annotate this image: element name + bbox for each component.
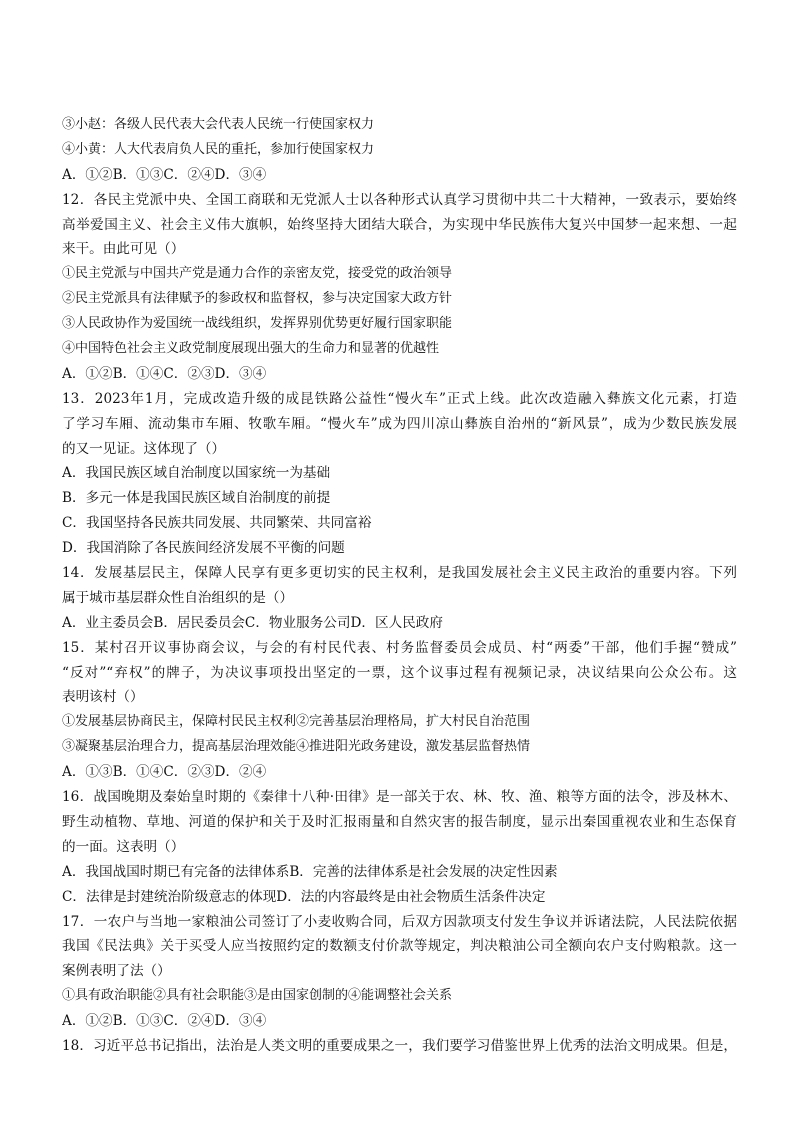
question-text-line: 13．2023年1月，完成改造升级的成昆铁路公益性“慢火车”正式上线。此次改造融入彝族文化元素，打造 — [62, 390, 737, 407]
question-text-line: “反对”“弃权”的牌子，为决议事项投出坚定的一票，这个议事过程有视频记录，决议结果向公众公布。这 — [62, 664, 737, 681]
question-text-line: 野生动植物、草地、河道的保护和关于及时汇报雨量和自然灾害的报告制度，显示出秦国重视农业和生态保育 — [62, 813, 737, 830]
answer-options-line: A．业主委员会B．居民委员会C．物业服务公司D．区人民政府 — [62, 614, 443, 631]
question-text-line: 的又一见证。这体现了（） — [62, 440, 226, 457]
answer-options-line: A．我国民族区域自治制度以国家统一为基础 — [62, 465, 331, 482]
question-text-line: 表明该村（） — [62, 689, 144, 706]
statement-line: ③小赵：各级人民代表大会代表人民统一行使国家权力 — [62, 117, 375, 132]
statement-line: ③人民政协作为爱国统一战线组织，发挥界别优势更好履行国家职能 — [62, 316, 453, 332]
question-text-line: 高举爱国主义、社会主义伟大旗帜，始终坚持大团结大联合，为实现中华民族伟大复兴中国梦一起来想、一起 — [62, 216, 737, 233]
answer-options-line: A．①②B．①③C．②④D．③④ — [62, 1013, 267, 1030]
answer-options-line: C．法律是封建统治阶级意志的体现D．法的内容最终是由社会物质生活条件决定 — [62, 888, 546, 905]
question-text-line: 12．各民主党派中央、全国工商联和无党派人士以各种形式认真学习贯彻中共二十大精神，一致表示，要始终 — [62, 191, 737, 208]
question-text-line: 18．习近平总书记指出，法治是人类文明的重要成果之一，我们要学习借鉴世界上优秀的法治文明成果。但是， — [62, 1037, 737, 1054]
answer-options-line: A．我国战国时期已有完备的法律体系B．完善的法律体系是社会发展的决定性因素 — [62, 863, 558, 880]
statement-line: ①具有政治职能②具有社会职能③是由国家创制的④能调整社会关系 — [62, 988, 453, 1004]
statement-line: ④中国特色社会主义政党制度展现出强大的生命力和显著的优越性 — [62, 341, 440, 357]
question-text-line: 属于城市基层群众性自治组织的是（） — [62, 589, 294, 606]
question-text-line: 15．某村召开议事协商会议，与会的有村民代表、村务监督委员会成员、村“两委”干部，他们手握“赞成” — [62, 639, 737, 656]
statement-line: ④小黄：人大代表肩负人民的重托，参加行使国家权力 — [62, 141, 375, 157]
question-text-line: 来干。由此可见（） — [62, 241, 185, 258]
answer-options-line: B．多元一体是我国民族区域自治制度的前提 — [62, 490, 331, 507]
answer-options-line: A．①②B．①④C．②③D．③④ — [62, 365, 267, 382]
question-text-line: 我国《民法典》关于买受人应当按照约定的数额支付价款等规定，判决粮油公司全额向农户支付购粮款。这一 — [62, 938, 737, 955]
question-text-line: 的一面。这表明（） — [62, 838, 185, 855]
statement-line: ③凝聚基层治理合力，提高基层治理效能④推进阳光政务建设，激发基层监督热情 — [62, 739, 531, 755]
statement-line: ②民主党派具有法律赋予的参政权和监督权，参与决定国家大政方针 — [62, 291, 453, 307]
question-text-line: 14．发展基层民主，保障人民享有更多更切实的民主权利，是我国发展社会主义民主政治的重要内容。下列 — [62, 565, 737, 582]
question-text-line: 案例表明了法（） — [62, 963, 171, 980]
answer-options-line: C．我国坚持各民族共同发展、共同繁荣、共同富裕 — [62, 515, 372, 532]
answer-options-line: A．①②B．①③C．②④D．③④ — [62, 166, 267, 183]
exam-page-body — [62, 113, 737, 1059]
answer-options-line: D．我国消除了各民族间经济发展不平衡的问题 — [62, 540, 345, 557]
question-text-line: 16．战国晚期及秦始皇时期的《秦律十八种·田律》是一部关于农、林、牧、渔、粮等方面的法令，涉及林木、 — [62, 789, 737, 806]
statement-line: ①民主党派与中国共产党是通力合作的亲密友党，接受党的政治领导 — [62, 266, 453, 282]
answer-options-line: A．①③B．①④C．②③D．②④ — [62, 764, 267, 781]
question-text-line: 了学习车厢、流动集市车厢、牧歌车厢。“慢火车”成为四川凉山彝族自治州的“新风景”，成为少数民族发展 — [62, 415, 737, 432]
statement-line: ①发展基层协商民主，保障村民民主权利②完善基层治理格局，扩大村民自治范围 — [62, 714, 531, 730]
question-text-line: 17．一农户与当地一家粮油公司签订了小麦收购合同，后双方因款项支付发生争议并诉诸法院，人民法院依据 — [62, 913, 737, 930]
